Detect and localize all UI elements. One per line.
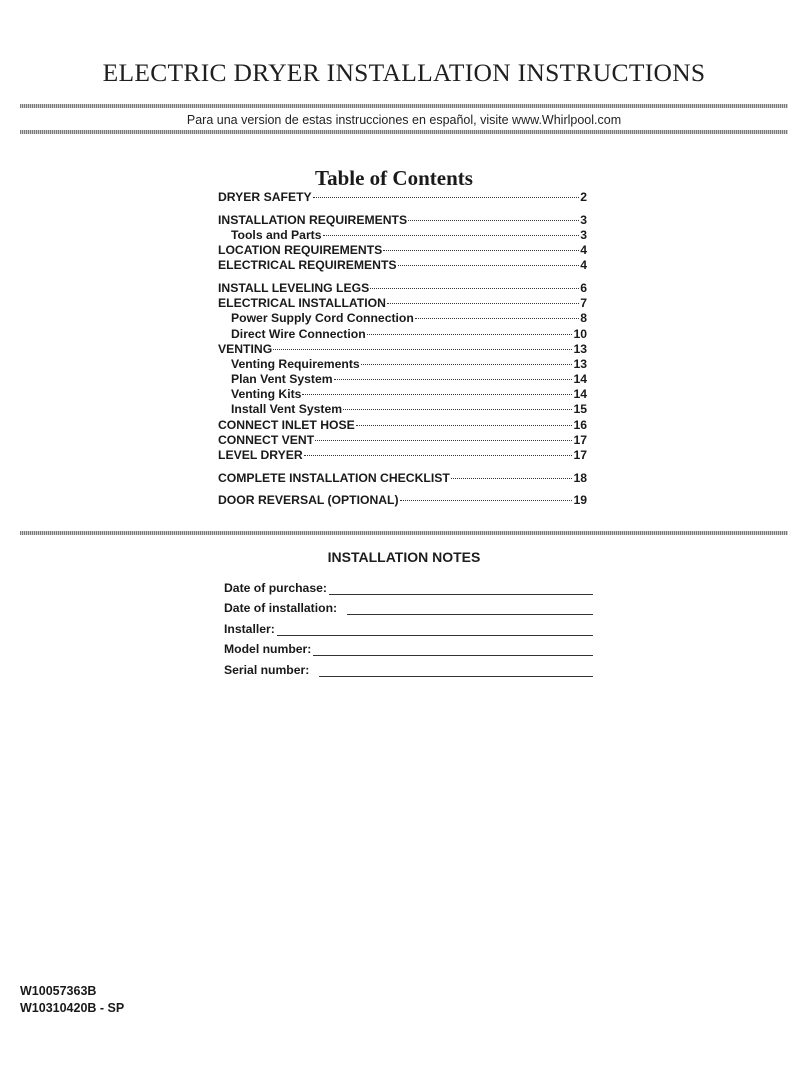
note-field-blank-line[interactable]: [329, 581, 593, 595]
toc-dot-leader: [304, 454, 573, 456]
note-field-label: Serial number:: [224, 662, 310, 677]
toc-dot-leader: [398, 264, 580, 266]
note-field: [224, 595, 593, 616]
toc-entry[interactable]: [218, 493, 587, 508]
toc-entry-label: VENTING: [218, 341, 273, 356]
toc-entry-page: 17: [573, 448, 587, 462]
toc-entry-label: Plan Vent System: [231, 372, 333, 387]
toc-entry-page: 13: [573, 356, 587, 371]
toc-entry-label: ELECTRICAL INSTALLATION: [218, 296, 386, 311]
toc-entry-label: Tools and Parts: [231, 227, 322, 242]
toc-entry[interactable]: [218, 243, 587, 258]
toc-entry-label: INSTALLATION REQUIREMENTS: [218, 212, 408, 227]
note-field-blank-line[interactable]: [347, 601, 593, 615]
toc-dot-leader: [334, 378, 573, 380]
document-codes: [20, 983, 124, 1017]
toc-entry-label: Venting Kits: [231, 387, 302, 402]
toc-dot-leader: [383, 249, 579, 251]
toc-entry-page: 2: [580, 190, 587, 204]
note-field-blank-line[interactable]: [277, 622, 593, 636]
toc-entry[interactable]: [218, 258, 587, 273]
toc-entry[interactable]: [218, 418, 587, 433]
toc-entry-page: 14: [573, 387, 587, 402]
toc-dot-leader: [302, 393, 572, 395]
note-field-label: Date of purchase:: [224, 580, 327, 595]
header-divider: [20, 130, 788, 134]
toc-entry-page: 10: [573, 326, 587, 341]
toc-entry-label: LOCATION REQUIREMENTS: [218, 243, 383, 258]
toc-dot-leader: [451, 477, 573, 479]
note-field: [224, 574, 593, 595]
installation-notes-heading: INSTALLATION NOTES: [327, 549, 481, 565]
top-divider: [20, 104, 788, 108]
toc-entry[interactable]: [218, 471, 587, 486]
note-field: [224, 656, 593, 677]
toc-entry-page: 15: [573, 402, 587, 417]
installation-notes-form: [224, 574, 593, 677]
toc-dot-leader: [415, 317, 579, 319]
toc-entry-page: 13: [573, 341, 587, 356]
note-field: [224, 636, 593, 657]
section-divider: [20, 531, 788, 535]
toc-entry-page: 18: [573, 470, 587, 485]
toc-entry-page: 8: [580, 311, 587, 326]
toc-entry[interactable]: [218, 387, 587, 402]
toc-entry-page: 16: [573, 417, 587, 432]
toc-entry[interactable]: [218, 281, 587, 296]
toc-heading: Table of Contents: [315, 166, 473, 190]
toc-dot-leader: [367, 333, 573, 335]
toc-entry-page: 17: [573, 432, 587, 447]
toc-entry[interactable]: [218, 433, 587, 448]
toc-entry-page: 6: [580, 280, 587, 295]
toc-entry-label: DRYER SAFETY: [218, 190, 312, 204]
toc-dot-leader: [343, 408, 572, 410]
toc-dot-leader: [370, 287, 579, 289]
toc-dot-leader: [387, 302, 579, 304]
toc-entry-label: DOOR REVERSAL (OPTIONAL): [218, 493, 399, 508]
note-field-label: Model number:: [224, 642, 312, 656]
document-code-primary: W10057363B: [20, 984, 97, 998]
toc-entry[interactable]: [218, 448, 587, 463]
toc-entry[interactable]: [218, 228, 587, 243]
toc-entry-label: INSTALL LEVELING LEGS: [218, 280, 370, 295]
toc-entry-label: CONNECT VENT: [218, 432, 315, 447]
toc-dot-leader: [400, 499, 573, 501]
toc-dot-leader: [408, 219, 579, 221]
note-field-label: Installer:: [224, 621, 275, 636]
toc-entry[interactable]: [218, 311, 587, 326]
note-field: [224, 615, 593, 636]
toc-entry-page: 14: [573, 372, 587, 387]
toc-dot-leader: [313, 196, 580, 198]
toc-entry-label: ELECTRICAL REQUIREMENTS: [218, 258, 397, 273]
toc-entry[interactable]: [218, 372, 587, 387]
toc-entry[interactable]: [218, 402, 587, 417]
note-field-label: Date of installation:: [224, 601, 338, 615]
toc-entry-page: 4: [580, 243, 587, 258]
toc-entry-label: COMPLETE INSTALLATION CHECKLIST: [218, 470, 450, 485]
table-of-contents: [218, 190, 587, 509]
note-field-blank-line[interactable]: [313, 642, 593, 656]
toc-entry-page: 3: [580, 227, 587, 242]
document-title: ELECTRIC DRYER INSTALLATION INSTRUCTIONS: [102, 58, 706, 87]
spanish-version-note: Para una version de estas instrucciones en español, visite www.Whirlpool.com: [186, 113, 622, 127]
toc-entry-page: 4: [580, 258, 587, 273]
toc-entry-page: 3: [580, 212, 587, 227]
toc-entry[interactable]: [218, 357, 587, 372]
toc-entry-page: 19: [573, 493, 587, 508]
toc-entry-label: CONNECT INLET HOSE: [218, 417, 355, 432]
toc-entry[interactable]: [218, 342, 587, 357]
toc-entry[interactable]: [218, 213, 587, 228]
note-field-blank-line[interactable]: [319, 663, 593, 677]
toc-dot-leader: [315, 439, 572, 441]
toc-dot-leader: [323, 234, 580, 236]
toc-dot-leader: [273, 348, 572, 350]
toc-entry[interactable]: [218, 327, 587, 342]
toc-entry-label: Power Supply Cord Connection: [231, 311, 414, 326]
document-code-spanish: W10310420B - SP: [20, 1001, 125, 1015]
toc-dot-leader: [361, 363, 573, 365]
toc-entry-label: LEVEL DRYER: [218, 448, 303, 462]
toc-dot-leader: [356, 424, 573, 426]
toc-entry[interactable]: [218, 296, 587, 311]
toc-entry-label: Venting Requirements: [231, 356, 360, 371]
toc-entry-label: Direct Wire Connection: [231, 326, 366, 341]
toc-entry[interactable]: [218, 190, 587, 205]
toc-entry-label: Install Vent System: [231, 402, 343, 417]
toc-entry-page: 7: [580, 296, 587, 311]
